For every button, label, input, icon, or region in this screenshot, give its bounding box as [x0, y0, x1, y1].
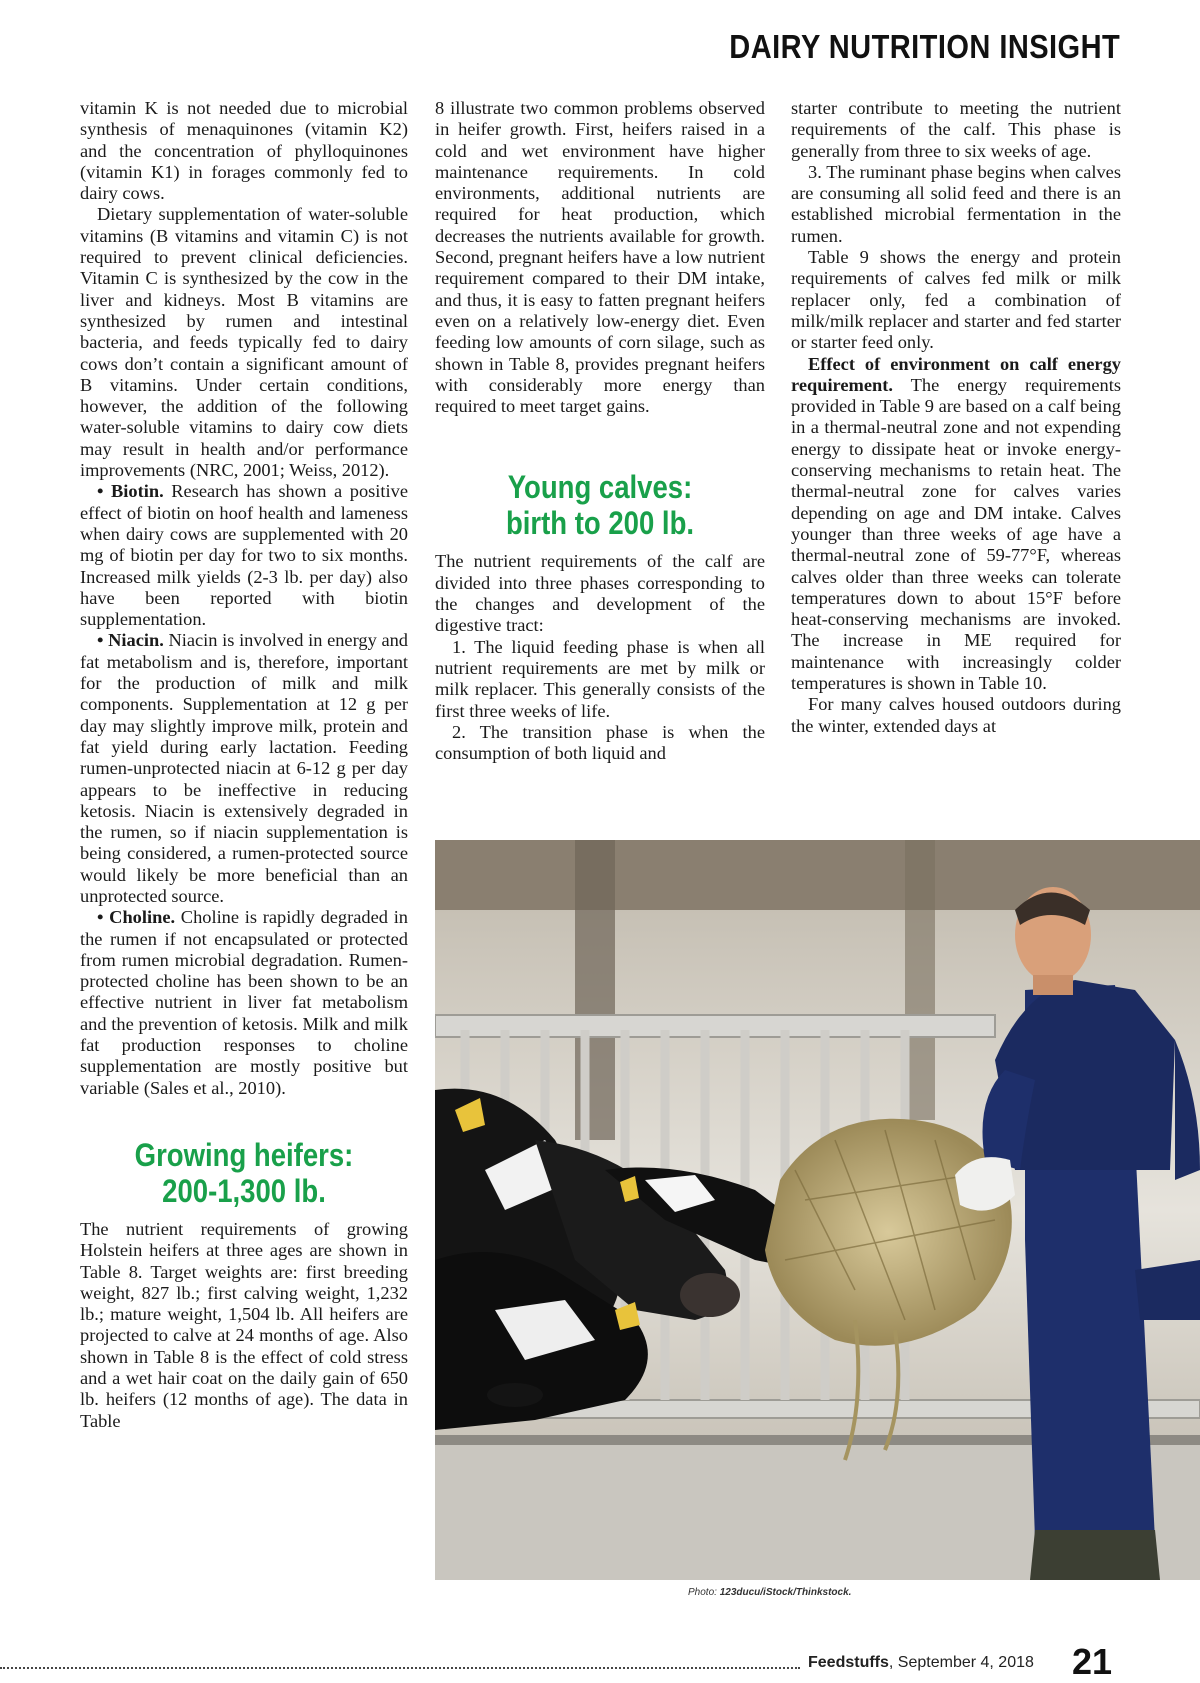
farmer-feeding-cows-photo [435, 840, 1200, 1580]
page-number: 21 [1072, 1641, 1113, 1682]
bullet-text: Research has shown a positive effect of biotin on hoof health and lameness when dairy cows are supplemented with 20 mg of biotin per day for two to six months. Increased milk yields (2-3 lb. per day) also have been reported with biotin supplementation. [80, 481, 408, 630]
bullet-label: • Biotin. [97, 481, 164, 502]
bullet-label: • Niacin. [97, 630, 164, 651]
biotin-paragraph [80, 481, 408, 630]
photo-credit [688, 1587, 851, 1598]
paragraph: The nutrient requirements of the calf are divided into three phases corresponding to the changes and development of the digestive tract: [435, 551, 765, 636]
list-item: 1. The liquid feeding phase is when all nutrient requirements are met by milk or milk replacer. This generally consists of the first three weeks of life. [435, 636, 765, 721]
article-column-2 [435, 98, 765, 764]
issue-date: , September 4, 2018 [888, 1654, 1034, 1671]
bullet-text: Choline is rapidly degraded in the rumen if not encapsulated or protected from rumen microbial degradation. Rumen-protected choline has been shown to be an effective nutrient in liver fat metabolism and the prevention of ketosis. Milk and milk fat production responses to choline supplementation are mostly positive but variable (Sales et al., 2010). [80, 907, 408, 1098]
paragraph: 8 illustrate two common problems observed in heifer growth. First, heifers raised in a cold and wet environment have higher maintenance requirements. In cold environments, additional nutrients are required for heat production, which decreases the nutrients available for growth. Second, pregnant heifers have a low nutrient requirement compared to their DM intake, and thus, it is easy to fatten pregnant heifers even on a relatively low-energy diet. Even feeding low amounts of corn silage, such as shown in Table 8, provides pregnant heifers with considerably more energy than required to meet target gains. [435, 98, 765, 417]
section-label: DAIRY NUTRITION INSIGHT [729, 28, 1120, 65]
subhead-line: 200-1,300 lb. [162, 1172, 326, 1209]
run-in-heading: Effect of environment on calf energy requirement. [791, 353, 1121, 395]
list-item: 2. The transition phase is when the consumption of both liquid and [435, 721, 765, 764]
list-item: 3. The ruminant phase begins when calves are consuming all solid feed and there is an established microbial fermentation in the rumen. [791, 161, 1121, 246]
paragraph: Table 9 shows the energy and protein requirements of calves fed milk or milk replacer only, fed a combination of milk/milk replacer and starter and fed starter or starter feed only. [791, 247, 1121, 353]
bullet-text: Niacin is involved in energy and fat metabolism and is, therefore, important for the production of milk and milk components. Supplementation at 12 g per day may slightly improve milk, protein and fat yield during early lactation. Feeding rumen-unprotected niacin at 6-12 g per day appears to be ineffective in reducing ketosis. Niacin is extensively degraded in the rumen, so if niacin supplementation is being considered, a rumen-protected source would likely be more beneficial than an unprotected source. [80, 630, 408, 906]
footer-dotted-rule [0, 1667, 800, 1669]
paragraph: vitamin K is not needed due to microbial synthesis of menaquinones (vitamin K2) and the concentration of phylloquinones (vitamin K1) in forages commonly fed to dairy cows. [80, 98, 408, 204]
paragraph: For many calves housed outdoors during the winter, extended days at [791, 694, 1121, 736]
bullet-label: • Choline. [97, 907, 176, 928]
credit-source: 123ducu/iStock/Thinkstock. [719, 1587, 852, 1598]
credit-prefix: Photo: [688, 1587, 720, 1598]
subhead-growing-heifers [103, 1137, 385, 1209]
paragraph: The nutrient requirements of growing Holstein heifers at three ages are shown in Table 8. Target weights are: first breeding weight, 827 lb.; first calving weight, 1,232 lb.; mature weight, 1,504 lb. All heifers are projected to calve at 24 months of age. Also shown in Table 8 is the effect of cold stress and a wet hair coat on the daily gain of 650 lb. heifers (12 months of age). The data in Table [80, 1218, 408, 1431]
choline-paragraph [80, 907, 408, 1099]
paragraph: Dietary supplementation of water-soluble vitamins (B vitamins and vitamin C) is not required to prevent clinical deficiencies. Vitamin C is synthesized by the cow in the liver and kidneys. Most B vitamins are synthesized by rumen and intestinal bacteria, and feeds typically fed to dairy cows don’t contain a significant amount of B vitamins. Under certain conditions, however, the addition of the following water-soluble vitamins to dairy cow diets may result in health and/or performance improvements (NRC, 2001; Weiss, 2012). [80, 204, 408, 481]
subhead-line: Growing heifers: [134, 1136, 354, 1173]
publication-name: Feedstuffs [808, 1654, 889, 1671]
subhead-young-calves [458, 469, 742, 541]
niacin-paragraph [80, 630, 408, 907]
article-column-3 [791, 98, 1121, 737]
paragraph-text: The energy requirements provided in Table 9 are based on a calf being in a thermal-neutral zone and not expending energy to dissipate heat or invoke energy-conserving mechanisms to retain heat. The thermal-neutral zone for calves varies depending on age and DM intake. Calves younger than three weeks of age have a thermal-neutral zone of 59-77°F, whereas calves older than three weeks can tolerate temperatures down to about 15°F before heat-conserving mechanisms are invoked. The increase in ME required for maintenance with increasingly colder temperatures is shown in Table 10. [791, 374, 1121, 694]
article-column-1 [80, 98, 408, 1432]
footer-publication-line [808, 1654, 1034, 1672]
environment-paragraph [791, 354, 1121, 695]
subhead-line: Young calves: [507, 469, 693, 506]
paragraph: starter contribute to meeting the nutrient requirements of the calf. This phase is generally from three to six weeks of age. [791, 98, 1121, 161]
subhead-line: birth to 200 lb. [505, 505, 695, 542]
